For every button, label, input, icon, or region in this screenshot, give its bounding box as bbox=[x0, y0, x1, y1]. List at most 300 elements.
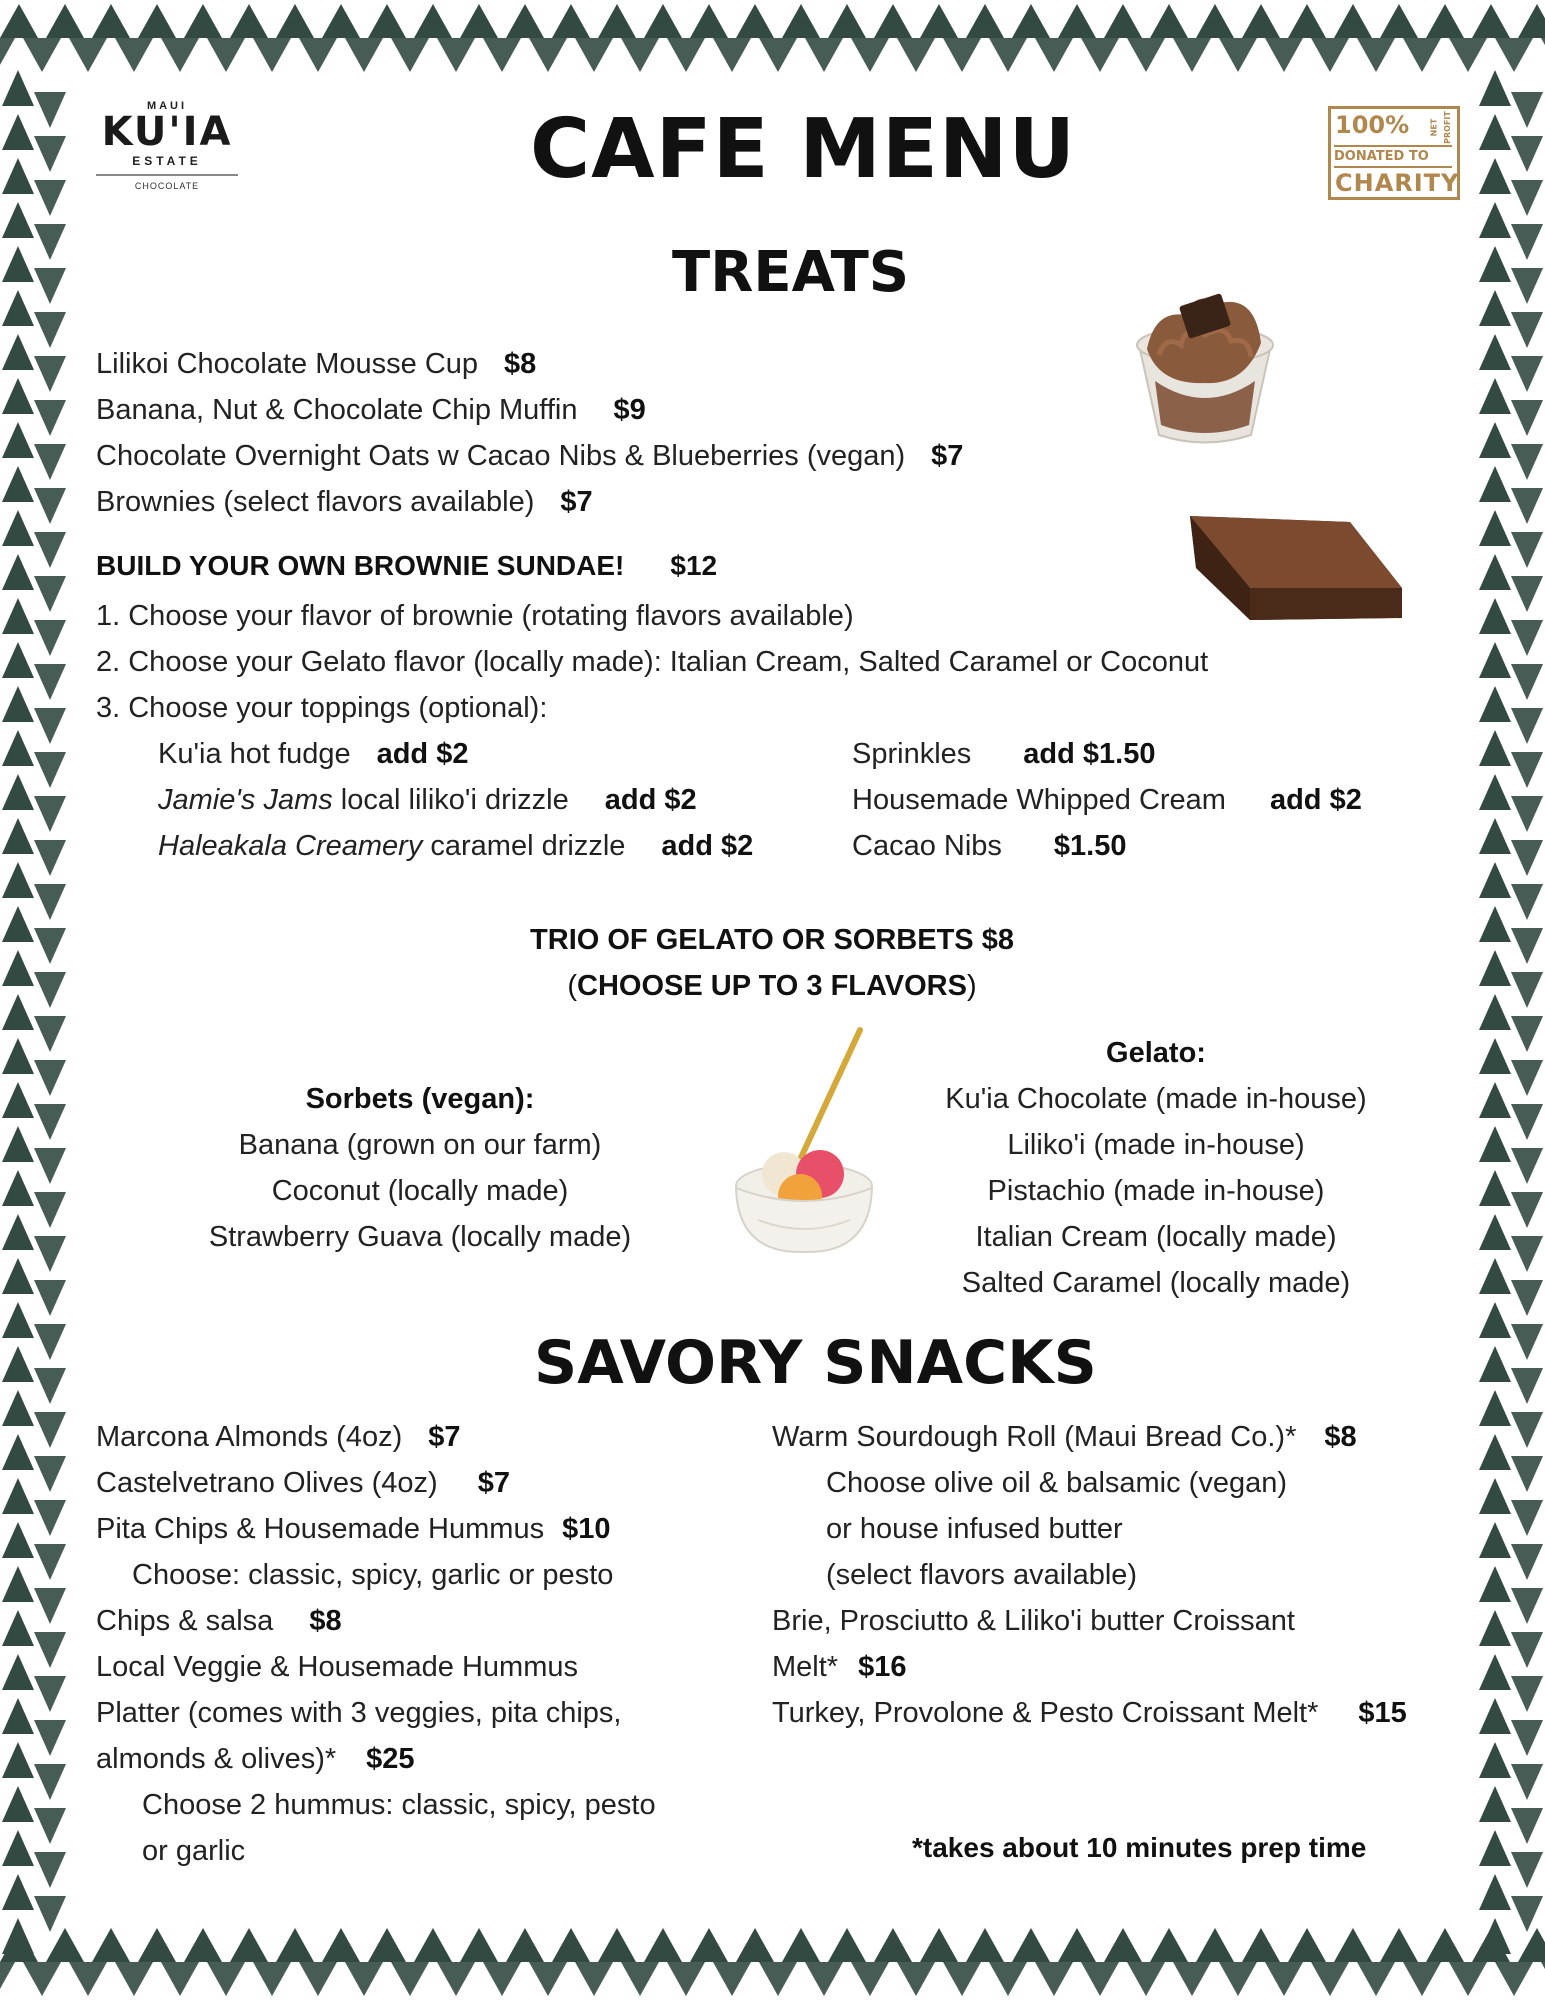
border-triangle bbox=[34, 224, 66, 260]
trio-subheading bbox=[372, 970, 1172, 1003]
border-triangle bbox=[1081, 38, 1119, 72]
border-triangle bbox=[1479, 1126, 1511, 1162]
treat-item bbox=[96, 486, 593, 519]
border-triangle bbox=[34, 708, 66, 744]
border-triangle bbox=[1511, 488, 1543, 524]
border-triangle bbox=[34, 1544, 66, 1580]
border-triangle bbox=[34, 840, 66, 876]
border-triangle bbox=[1311, 38, 1349, 72]
border-triangle bbox=[2, 1214, 34, 1250]
border-triangle bbox=[1511, 224, 1543, 260]
border-triangle bbox=[690, 4, 728, 38]
savory-item bbox=[96, 1506, 736, 1552]
border-triangle bbox=[1511, 1896, 1543, 1932]
border-triangle bbox=[1479, 554, 1511, 590]
border-triangle bbox=[253, 1962, 291, 1996]
badge-profit: PROFIT bbox=[1442, 111, 1452, 144]
border-triangle bbox=[2, 1610, 34, 1646]
border-triangle bbox=[552, 1928, 590, 1962]
border-triangle bbox=[1479, 1170, 1511, 1206]
topping-brand: Haleakala Creamery bbox=[158, 830, 423, 862]
border-triangle bbox=[34, 1456, 66, 1492]
border-triangle bbox=[1479, 1566, 1511, 1602]
logo-kuia: KU'IA bbox=[101, 109, 233, 155]
savory-option: Choose olive oil & balsamic (vegan) bbox=[826, 1467, 1287, 1499]
border-triangle bbox=[759, 38, 797, 72]
border-triangle bbox=[2, 1258, 34, 1294]
border-triangle bbox=[414, 4, 452, 38]
border-triangle bbox=[322, 1928, 360, 1962]
prep-time-footnote: *takes about 10 minutes prep time bbox=[912, 1832, 1367, 1863]
border-triangle bbox=[34, 1764, 66, 1800]
savory-right-column bbox=[772, 1414, 1452, 1736]
border-triangle bbox=[34, 1060, 66, 1096]
border-triangle bbox=[1288, 4, 1326, 38]
treat-name: Chocolate Overnight Oats w Cacao Nibs & Blueberries (vegan) bbox=[96, 440, 906, 472]
border-triangle bbox=[1173, 38, 1211, 72]
kuia-logo bbox=[96, 100, 238, 212]
border-triangle bbox=[138, 4, 176, 38]
savory-item: Brie, Prosciutto & Liliko'i butter Croissant bbox=[772, 1605, 1295, 1637]
border-triangle bbox=[34, 1676, 66, 1712]
border-triangle bbox=[1127, 38, 1165, 72]
border-triangle bbox=[1511, 1148, 1543, 1184]
border-triangle bbox=[299, 1962, 337, 1996]
topping-price: add $1.50 bbox=[1023, 738, 1156, 770]
border-triangle bbox=[1511, 444, 1543, 480]
border-triangle bbox=[34, 1104, 66, 1140]
topping-price: add $2 bbox=[604, 784, 697, 816]
topping-right bbox=[852, 784, 1362, 817]
border-triangle bbox=[0, 4, 38, 38]
border-triangle bbox=[34, 356, 66, 392]
border-triangle bbox=[460, 1928, 498, 1962]
border-triangle bbox=[2, 554, 34, 590]
topping-right bbox=[852, 830, 1126, 863]
topping-brand: Jamie's Jams bbox=[158, 784, 333, 816]
border-triangle bbox=[34, 928, 66, 964]
border-triangle bbox=[713, 38, 751, 72]
savory-heading: SAVORY SNACKS bbox=[534, 1328, 1097, 1398]
border-triangle bbox=[1472, 4, 1510, 38]
border-triangle bbox=[621, 38, 659, 72]
logo-maui: MAUI bbox=[146, 100, 188, 112]
border-triangle bbox=[690, 1928, 728, 1962]
treats-heading: TREATS bbox=[672, 240, 910, 305]
item-price: $8 bbox=[309, 1605, 342, 1637]
border-triangle bbox=[2, 334, 34, 370]
border-triangle bbox=[1479, 1214, 1511, 1250]
border-triangle bbox=[2, 1038, 34, 1074]
border-triangle bbox=[138, 1928, 176, 1962]
item-price: $15 bbox=[1358, 1697, 1407, 1729]
savory-option: Choose: classic, spicy, garlic or pesto bbox=[132, 1559, 614, 1591]
sundae-step: 3. Choose your toppings (optional): bbox=[96, 692, 548, 724]
topping-name: local liliko'i drizzle bbox=[332, 784, 569, 816]
border-triangle bbox=[1479, 158, 1511, 194]
border-triangle bbox=[276, 1928, 314, 1962]
border-triangle bbox=[1511, 928, 1543, 964]
border-triangle bbox=[34, 1192, 66, 1228]
savory-item bbox=[96, 1460, 736, 1506]
border-triangle bbox=[782, 4, 820, 38]
border-triangle bbox=[1541, 38, 1545, 72]
border-triangle bbox=[575, 38, 613, 72]
border-triangle bbox=[34, 268, 66, 304]
topping-left bbox=[158, 738, 468, 771]
border-triangle bbox=[34, 1368, 66, 1404]
item-name: Chips & salsa bbox=[96, 1605, 274, 1637]
border-triangle bbox=[874, 4, 912, 38]
border-triangle bbox=[1495, 1962, 1533, 1996]
border-triangle bbox=[1479, 1302, 1511, 1338]
border-triangle bbox=[1511, 1016, 1543, 1052]
item-price: $8 bbox=[1324, 1421, 1357, 1453]
border-triangle bbox=[34, 752, 66, 788]
border-triangle bbox=[2, 1126, 34, 1162]
border-triangle bbox=[943, 38, 981, 72]
border-triangle bbox=[2, 1170, 34, 1206]
border-triangle bbox=[575, 1962, 613, 1996]
border-triangle bbox=[1265, 38, 1303, 72]
border-triangle bbox=[1479, 378, 1511, 414]
border-triangle bbox=[460, 4, 498, 38]
border-triangle bbox=[1334, 4, 1372, 38]
topping-price: add $2 bbox=[1269, 784, 1362, 816]
savory-option: or house infused butter bbox=[826, 1513, 1123, 1545]
treat-item bbox=[96, 394, 646, 427]
border-triangle bbox=[1479, 862, 1511, 898]
logo-chocolate: CHOCOLATE bbox=[134, 181, 200, 191]
paren-open: ( bbox=[567, 970, 578, 1002]
border-triangle bbox=[529, 1962, 567, 1996]
topping-name: Ku'ia hot fudge bbox=[158, 738, 351, 770]
border-triangle bbox=[483, 1962, 521, 1996]
mousse-cup-image bbox=[1125, 285, 1285, 450]
border-triangle bbox=[1449, 1962, 1487, 1996]
border-triangle bbox=[1511, 136, 1543, 172]
border-triangle bbox=[1058, 4, 1096, 38]
border-triangle bbox=[2, 1522, 34, 1558]
gelato-flavor: Pistachio (made in-house) bbox=[987, 1175, 1325, 1207]
border-triangle bbox=[2, 1654, 34, 1690]
border-triangle bbox=[1150, 1928, 1188, 1962]
page-title: CAFE MENU bbox=[530, 102, 1077, 197]
border-triangle bbox=[2, 422, 34, 458]
topping-price: add $2 bbox=[661, 830, 754, 862]
sorbets-column bbox=[160, 1076, 680, 1260]
border-triangle bbox=[34, 444, 66, 480]
border-triangle bbox=[34, 1896, 66, 1932]
border-triangle bbox=[1511, 1236, 1543, 1272]
border-triangle bbox=[966, 4, 1004, 38]
treat-name: Banana, Nut & Chocolate Chip Muffin bbox=[96, 394, 578, 426]
border-triangle bbox=[1479, 1038, 1511, 1074]
border-triangle bbox=[34, 488, 66, 524]
border-triangle bbox=[1511, 576, 1543, 612]
border-triangle bbox=[1479, 1522, 1511, 1558]
border-triangle bbox=[966, 1928, 1004, 1962]
border-triangle bbox=[34, 1280, 66, 1316]
item-name: Warm Sourdough Roll (Maui Bread Co.)* bbox=[772, 1421, 1297, 1453]
border-triangle bbox=[368, 1928, 406, 1962]
border-triangle bbox=[1511, 884, 1543, 920]
sorbets-heading: Sorbets (vegan): bbox=[305, 1083, 535, 1115]
border-triangle bbox=[1012, 4, 1050, 38]
border-triangle bbox=[34, 884, 66, 920]
border-triangle bbox=[2, 1918, 34, 1954]
border-triangle bbox=[1219, 1962, 1257, 1996]
border-triangle bbox=[2, 818, 34, 854]
item-price: $7 bbox=[477, 1467, 510, 1499]
trio-heading: TRIO OF GELATO OR SORBETS $8 bbox=[530, 924, 1014, 956]
border-triangle bbox=[989, 1962, 1027, 1996]
border-triangle bbox=[368, 4, 406, 38]
border-triangle bbox=[644, 1928, 682, 1962]
logo-rule bbox=[96, 174, 238, 176]
border-triangle bbox=[1511, 1676, 1543, 1712]
border-triangle bbox=[1127, 1962, 1165, 1996]
border-triangle bbox=[989, 38, 1027, 72]
border-triangle bbox=[644, 4, 682, 38]
border-triangle bbox=[1242, 4, 1280, 38]
border-triangle bbox=[851, 38, 889, 72]
border-triangle bbox=[2, 158, 34, 194]
badge-donated: DONATED TO bbox=[1334, 145, 1452, 168]
border-triangle bbox=[34, 664, 66, 700]
border-triangle bbox=[1426, 1928, 1464, 1962]
border-triangle bbox=[34, 576, 66, 612]
border-triangle bbox=[1479, 1742, 1511, 1778]
border-triangle bbox=[2, 994, 34, 1030]
border-triangle bbox=[1196, 1928, 1234, 1962]
badge-percent: 100% bbox=[1335, 111, 1410, 139]
logo-estate: ESTATE bbox=[132, 154, 202, 168]
topping-price: $1.50 bbox=[1053, 830, 1127, 862]
border-triangle bbox=[2, 510, 34, 546]
border-triangle bbox=[34, 1412, 66, 1448]
border-triangle bbox=[1479, 1258, 1511, 1294]
border-triangle bbox=[1479, 1654, 1511, 1690]
border-triangle bbox=[1511, 1852, 1543, 1888]
border-triangle bbox=[1511, 312, 1543, 348]
border-triangle bbox=[2, 290, 34, 326]
border-triangle bbox=[1511, 1588, 1543, 1624]
border-triangle bbox=[1380, 1928, 1418, 1962]
border-triangle bbox=[1479, 510, 1511, 546]
brownie-image bbox=[1180, 508, 1410, 633]
border-triangle bbox=[34, 1016, 66, 1052]
savory-item bbox=[96, 1598, 736, 1644]
border-triangle bbox=[299, 38, 337, 72]
border-triangle bbox=[1479, 1610, 1511, 1646]
border-triangle bbox=[1511, 972, 1543, 1008]
border-triangle bbox=[2, 70, 34, 106]
border-triangle bbox=[184, 1928, 222, 1962]
border-triangle bbox=[1035, 1962, 1073, 1996]
border-triangle bbox=[1426, 4, 1464, 38]
border-triangle bbox=[161, 38, 199, 72]
gelato-flavor: Liliko'i (made in-house) bbox=[1007, 1129, 1305, 1161]
border-triangle bbox=[1479, 686, 1511, 722]
topping-name: Housemade Whipped Cream bbox=[852, 784, 1226, 816]
border-triangle bbox=[667, 38, 705, 72]
paren-close: ) bbox=[966, 970, 977, 1002]
border-triangle bbox=[1104, 1928, 1142, 1962]
savory-item-cont: Platter (comes with 3 veggies, pita chips, bbox=[96, 1697, 622, 1729]
border-triangle bbox=[1511, 400, 1543, 436]
gelato-flavor: Salted Caramel (locally made) bbox=[961, 1267, 1351, 1299]
border-triangle bbox=[115, 38, 153, 72]
border-triangle bbox=[1541, 1962, 1545, 1996]
border-triangle bbox=[828, 4, 866, 38]
border-triangle bbox=[2, 1874, 34, 1910]
border-triangle bbox=[598, 1928, 636, 1962]
border-triangle bbox=[1511, 1368, 1543, 1404]
gelato-column bbox=[896, 1030, 1416, 1306]
border-triangle bbox=[1511, 1720, 1543, 1756]
badge-net: NET bbox=[1429, 118, 1439, 137]
border-triangle bbox=[161, 1962, 199, 1996]
gelato-flavor: Italian Cream (locally made) bbox=[975, 1221, 1337, 1253]
border-triangle bbox=[943, 1962, 981, 1996]
border-triangle bbox=[1511, 92, 1543, 128]
border-triangle bbox=[207, 1962, 245, 1996]
topping-name: Cacao Nibs bbox=[852, 830, 1002, 862]
sundae-step: 1. Choose your flavor of brownie (rotating flavors available) bbox=[96, 600, 854, 632]
treat-item bbox=[96, 348, 536, 381]
border-triangle bbox=[1479, 1698, 1511, 1734]
border-triangle bbox=[1265, 1962, 1303, 1996]
border-triangle bbox=[1479, 1874, 1511, 1910]
treat-item bbox=[96, 440, 963, 473]
border-triangle bbox=[23, 38, 61, 72]
item-name: Castelvetrano Olives (4oz) bbox=[96, 1467, 438, 1499]
border-triangle bbox=[2, 686, 34, 722]
item-price: $25 bbox=[366, 1743, 415, 1775]
border-triangle bbox=[34, 532, 66, 568]
savory-item: Local Veggie & Housemade Hummus bbox=[96, 1651, 578, 1683]
border-triangle bbox=[437, 38, 475, 72]
border-triangle bbox=[230, 4, 268, 38]
border-triangle bbox=[2, 466, 34, 502]
border-triangle bbox=[1479, 994, 1511, 1030]
border-triangle bbox=[1511, 1500, 1543, 1536]
border-triangle bbox=[253, 38, 291, 72]
border-triangle bbox=[1518, 1928, 1545, 1962]
treat-price: $8 bbox=[504, 348, 537, 380]
border-triangle bbox=[207, 38, 245, 72]
savory-option: Choose 2 hummus: classic, spicy, pesto bbox=[142, 1789, 656, 1821]
border-triangle bbox=[506, 4, 544, 38]
border-triangle bbox=[1511, 1456, 1543, 1492]
border-triangle bbox=[828, 1928, 866, 1962]
border-triangle bbox=[230, 1928, 268, 1962]
sundae-step: 2. Choose your Gelato flavor (locally made): Italian Cream, Salted Caramel or Coconut bbox=[96, 646, 1209, 678]
border-triangle bbox=[2, 1566, 34, 1602]
border-triangle bbox=[34, 136, 66, 172]
border-triangle bbox=[1380, 4, 1418, 38]
border-triangle bbox=[1357, 38, 1395, 72]
border-triangle bbox=[115, 1962, 153, 1996]
border-triangle bbox=[2, 774, 34, 810]
border-triangle bbox=[1479, 598, 1511, 634]
border-triangle bbox=[1357, 1962, 1395, 1996]
savory-item-cont bbox=[96, 1736, 736, 1782]
border-triangle bbox=[1403, 1962, 1441, 1996]
border-triangle bbox=[92, 1928, 130, 1962]
border-triangle bbox=[2, 906, 34, 942]
border-triangle bbox=[782, 1928, 820, 1962]
border-triangle bbox=[1511, 356, 1543, 392]
border-triangle bbox=[34, 796, 66, 832]
savory-option: or garlic bbox=[142, 1835, 246, 1867]
border-triangle bbox=[506, 1928, 544, 1962]
savory-item bbox=[772, 1414, 1452, 1460]
border-triangle bbox=[69, 38, 107, 72]
border-triangle bbox=[34, 1324, 66, 1360]
border-triangle bbox=[46, 1928, 84, 1962]
treat-name: Lilikoi Chocolate Mousse Cup bbox=[96, 348, 479, 380]
border-triangle bbox=[1479, 1786, 1511, 1822]
border-triangle bbox=[34, 1236, 66, 1272]
topping-name: caramel drizzle bbox=[422, 830, 626, 862]
border-triangle bbox=[1511, 708, 1543, 744]
topping-name: Sprinkles bbox=[852, 738, 972, 770]
border-triangle bbox=[0, 38, 15, 72]
border-triangle bbox=[2, 246, 34, 282]
border-triangle bbox=[874, 1928, 912, 1962]
border-triangle bbox=[1511, 664, 1543, 700]
border-triangle bbox=[736, 4, 774, 38]
border-triangle bbox=[552, 4, 590, 38]
border-triangle bbox=[1479, 906, 1511, 942]
border-triangle bbox=[2, 730, 34, 766]
border-triangle bbox=[1479, 1918, 1511, 1954]
border-triangle bbox=[34, 312, 66, 348]
trio-choose: CHOOSE UP TO 3 FLAVORS bbox=[577, 970, 967, 1002]
border-triangle bbox=[1479, 334, 1511, 370]
border-triangle bbox=[1511, 1324, 1543, 1360]
border-triangle bbox=[1479, 246, 1511, 282]
savory-item bbox=[96, 1414, 736, 1460]
border-triangle bbox=[1479, 642, 1511, 678]
topping-left bbox=[158, 830, 753, 863]
border-triangle bbox=[2, 202, 34, 238]
border-triangle bbox=[2, 1346, 34, 1382]
border-triangle bbox=[1511, 1192, 1543, 1228]
border-triangle bbox=[69, 1962, 107, 1996]
border-triangle bbox=[34, 1588, 66, 1624]
border-triangle bbox=[184, 4, 222, 38]
border-triangle bbox=[1479, 290, 1511, 326]
border-triangle bbox=[736, 1928, 774, 1962]
border-triangle bbox=[2, 1742, 34, 1778]
border-triangle bbox=[2, 1302, 34, 1338]
border-triangle bbox=[2, 1434, 34, 1470]
border-triangle bbox=[2, 378, 34, 414]
border-triangle bbox=[2, 1478, 34, 1514]
treat-price: $7 bbox=[560, 486, 593, 518]
border-triangle bbox=[2, 862, 34, 898]
border-triangle bbox=[1173, 1962, 1211, 1996]
border-triangle bbox=[1311, 1962, 1349, 1996]
border-triangle bbox=[1479, 202, 1511, 238]
item-price: $7 bbox=[428, 1421, 461, 1453]
sorbet-flavor: Banana (grown on our farm) bbox=[238, 1129, 602, 1161]
border-triangle bbox=[1479, 1434, 1511, 1470]
border-triangle bbox=[345, 1962, 383, 1996]
